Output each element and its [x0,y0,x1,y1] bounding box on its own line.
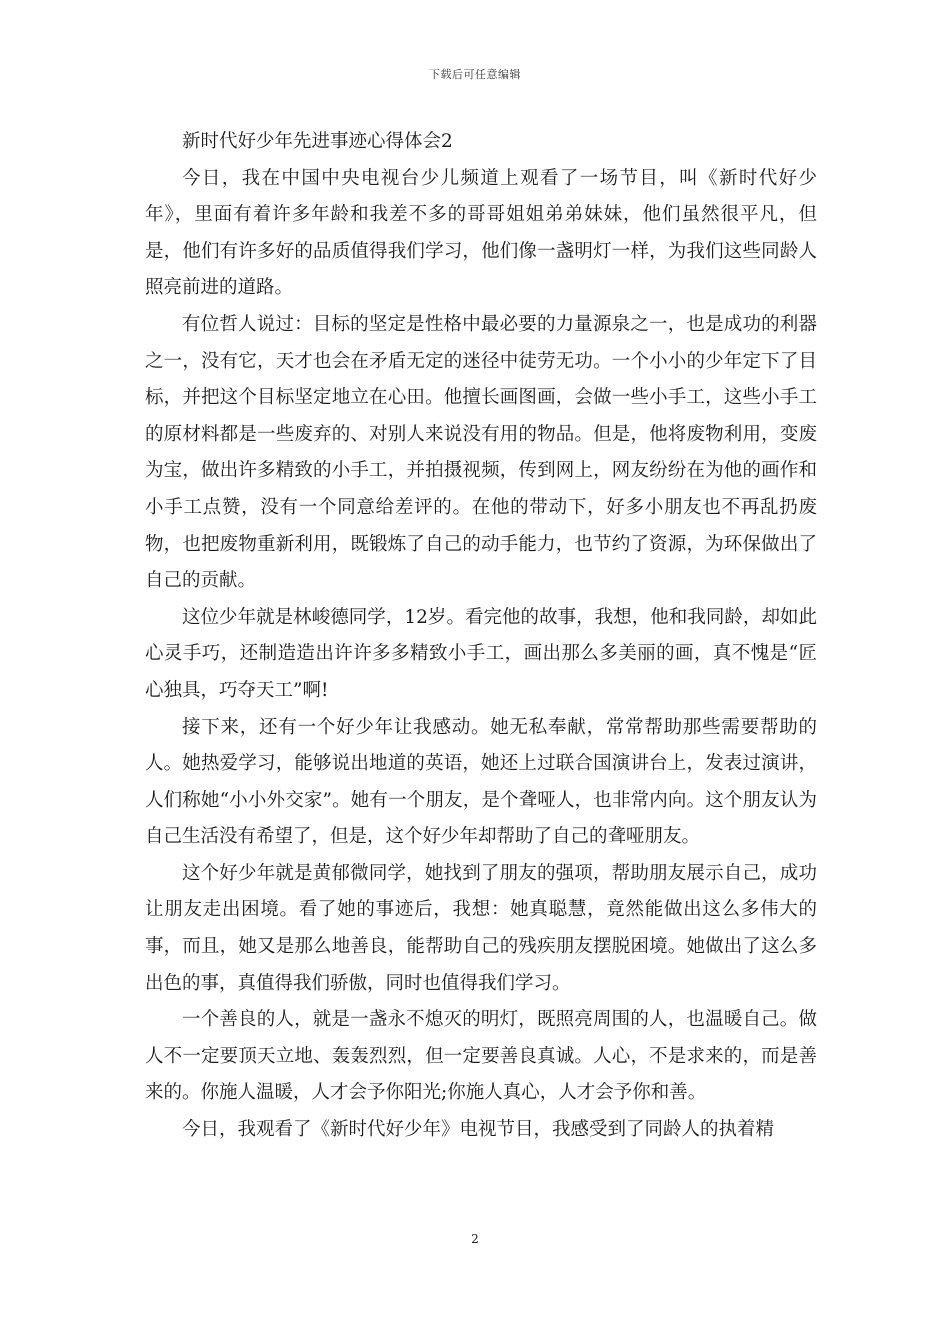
paragraph: 接下来，还有一个好少年让我感动。她无私奉献，常常帮助那些需要帮助的人。她热爱学习，能够说出地道的英语，她还上过联合国演讲台上，发表过演讲，人们称她“小小外交家”。她有一个朋友，是个聋哑人，也非常内向。这个朋友认为自己生活没有希望了，但是，这个好少年却帮助了自己的聋哑朋友。 [145,716,817,848]
paragraph: 今日，我在中国中央电视台少儿频道上观看了一场节目，叫《新时代好少年》，里面有着许多年龄和我差不多的哥哥姐姐弟弟妹妹，他们虽然很平凡，但是，他们有许多好的品质值得我们学习，他们像一盏明灯一样，为我们这些同龄人照亮前进的道路。 [145,167,817,299]
paragraph: 这位少年就是林峻德同学，12岁。看完他的故事，我想，他和我同龄，却如此心灵手巧，还制造造出许许多多精致小手工，画出那么多美丽的画，真不愧是“匠心独具，巧夺天工”啊! [145,606,817,701]
paragraph: 今日，我观看了《新时代好少年》电视节目，我感受到了同龄人的执着精 [182,1119,775,1141]
page-number: 2 [471,1232,479,1246]
paragraph: 一个善良的人，就是一盏永不熄灭的明灯，既照亮周围的人，也温暖自己。做人不一定要顶天立地、轰轰烈烈，但一定要善良真诚。人心，不是求来的，而是善来的。你施人温暖，人才会予你阳光;你施人真心，人才会予你和善。 [145,1009,817,1104]
document-title: 新时代好少年先进事迹心得体会2 [182,131,453,152]
paragraph: 这个好少年就是黄郁微同学，她找到了朋友的强项，帮助朋友展示自己，成功让朋友走出困境。看了她的事迹后，我想：她真聪慧，竟然能做出这么多伟大的事，而且，她又是那么地善良，能帮助自己的残疾朋友摆脱困境。她做出了这么多出色的事，真值得我们骄傲，同时也值得我们学习。 [145,862,817,994]
paragraph: 有位哲人说过：目标的坚定是性格中最必要的力量源泉之一，也是成功的利器之一，没有它，天才也会在矛盾无定的迷径中徒劳无功。一个小小的少年定下了目标，并把这个目标坚定地立在心田。他擅长画图画，会做一些小手工，这些小手工的原材料都是一些废弃的、对别人来说没有用的物品。但是，他将废物利用，变废为宝，做出许多精致的小手工，并拍摄视频，传到网上，网友纷纷在为他的画作和小手工点赞，没有一个同意给差评的。在他的带动下，好多小朋友也不再乱扔废物，也把废物重新利用，既锻炼了自己的动手能力，也节约了资源，为环保做出了自己的贡献。 [145,313,817,592]
document-body [145,124,817,1149]
page-header-note: 下载后可任意编辑 [429,68,521,81]
